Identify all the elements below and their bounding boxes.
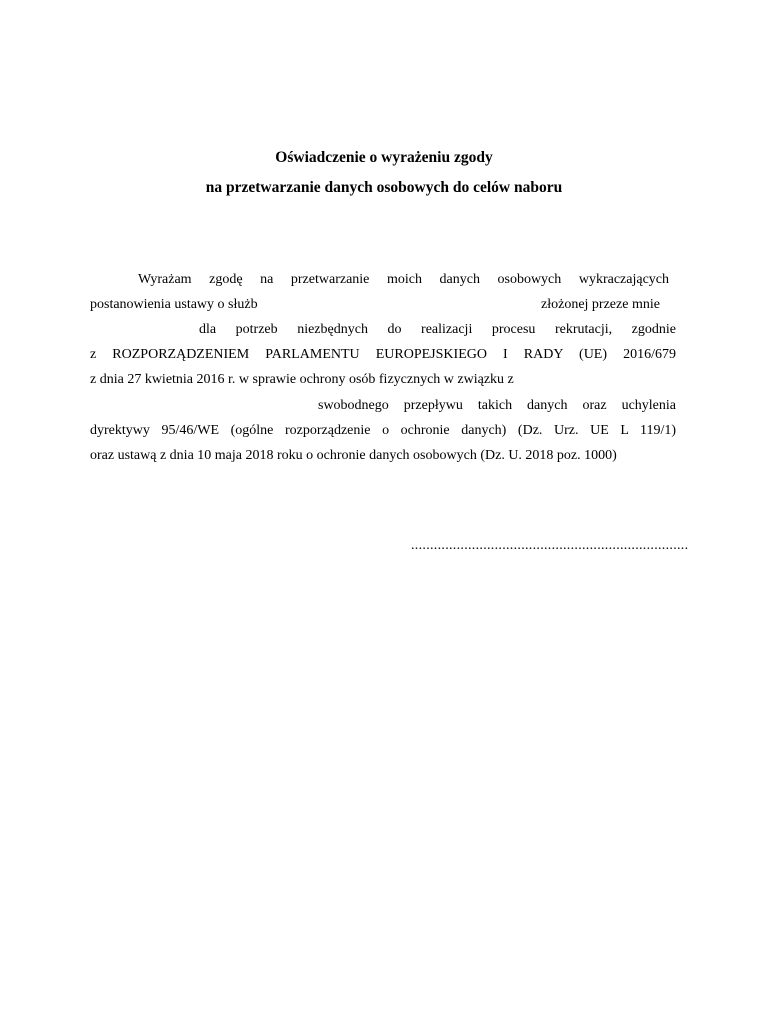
body-line-4: z ROZPORZĄDZENIEM PARLAMENTU EUROPEJSKIEGO I RADY (UE) 2016/679 — [90, 347, 676, 362]
signature-line: ......................................................................... — [411, 538, 689, 553]
body-line-6: swobodnego przepływu takich danych oraz uchylenia — [318, 398, 676, 413]
body-line-8: oraz ustawą z dnia 10 maja 2018 roku o ochronie danych osobowych (Dz. U. 2018 poz. 1000) — [90, 448, 617, 463]
body-line-2-right: złożonej przeze mnie — [541, 297, 660, 312]
document-title: Oświadczenie o wyrażeniu zgody — [275, 149, 493, 166]
body-line-3: dla potrzeb niezbędnych do realizacji procesu rekrutacji, zgodnie — [199, 322, 676, 337]
body-line-1: Wyrażam zgodę na przetwarzanie moich danych osobowych wykraczających — [138, 272, 669, 287]
document-subtitle: na przetwarzanie danych osobowych do celów naboru — [205, 179, 563, 196]
body-line-5: z dnia 27 kwietnia 2016 r. w sprawie ochrony osób fizycznych w związku z — [90, 372, 514, 387]
body-line-7: dyrektywy 95/46/WE (ogólne rozporządzenie o ochronie danych) (Dz. Urz. UE L 119/1) — [90, 423, 676, 438]
body-line-2-left: postanowienia ustawy o służb — [90, 297, 258, 312]
